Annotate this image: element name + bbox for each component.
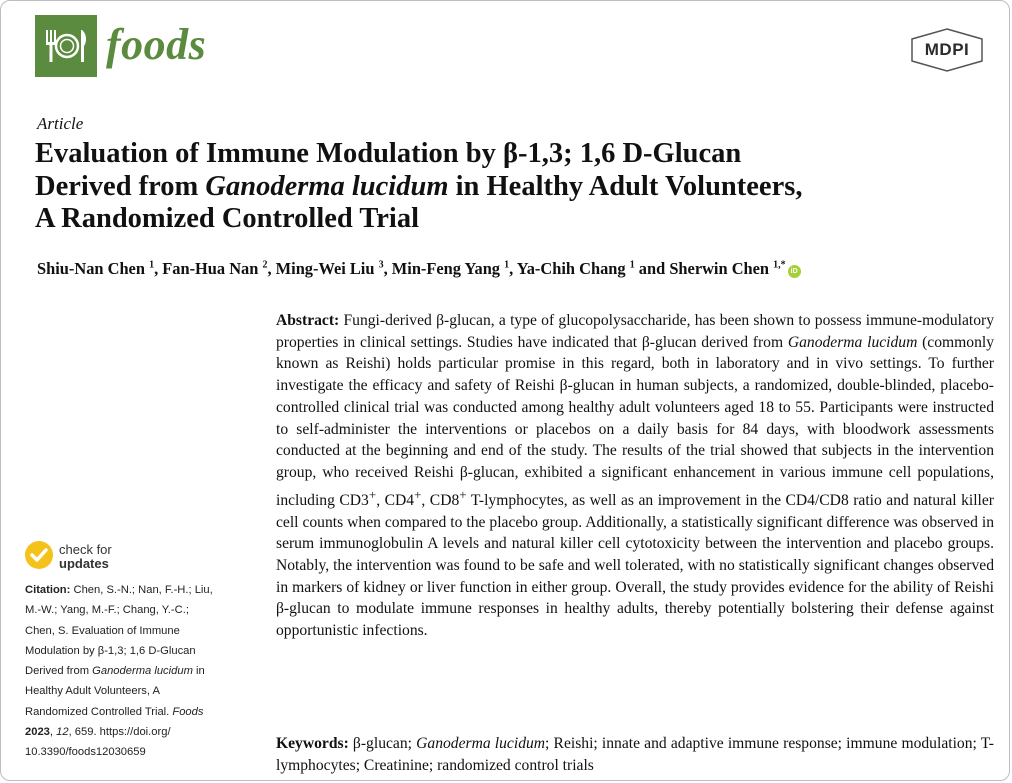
citation-doi-link[interactable]: 10.3390/foods12030659 [25,746,146,759]
citation-doi-prefix[interactable]: , 659. https://doi.org/ [68,726,171,739]
citation-text: in [192,665,205,678]
author-name[interactable]: Fan-Hua Nan [162,259,259,278]
citation-text: , [49,726,57,739]
citation-species: Ganoderma lucidum [92,665,193,678]
author-name[interactable]: Min-Feng Yang [391,259,501,278]
checkmark-icon [25,541,53,569]
citation-line [25,722,235,742]
author-affiliation: 1 [149,259,155,271]
abstract-text: T-lymphocytes, as well as an improvement in the CD4/CD8 ratio and natural killer cell counts when compared to the placebo group. Additionally, a statistically significant difference was observed in serum immunoglobulin A levels and natural killer cell cytotoxicity between the intervention and placebo groups. Notably, the intervention was found to be safe and well tolerated, with no statistically significant changes observed in markers of kidney or liver function in either group. Overall, the study provides evidence for the ability of Reishi β-glucan to modulate immune responses in healthy adults, thereby potentially bolstering their defense against opportunistic infections. [276,491,995,640]
citation-text: Derived from [25,665,93,678]
author-list [37,259,987,279]
citation-text: Chen, S.-N.; Nan, F.-H.; Liu, [70,584,213,596]
author-affiliation: 1,* [773,259,786,271]
title-line-3: A Randomized Controlled Trial [35,203,419,234]
journal-name: foods [106,20,207,69]
abstract-label: Abstract: [276,312,340,329]
citation-line [25,702,235,722]
author-separator: , [383,259,392,278]
abstract-text: , CD4 [376,491,415,509]
title-text: Derived from [35,170,206,202]
author-affiliation: 2 [262,259,268,271]
author-separator: and [634,259,670,278]
author-separator: , [267,259,276,278]
article-type: Article [37,114,84,133]
check-badge-icon [25,541,53,569]
orcid-icon[interactable]: iD [788,265,801,278]
citation-line: Chen, S. Evaluation of Immune [25,624,180,637]
check-updates-text: check for [59,542,112,557]
author-separator: , [509,259,517,278]
check-for-updates-button[interactable] [25,541,155,575]
citation-journal: Foods [172,705,204,718]
title-text: in Healthy Adult Volunteers, [448,170,803,202]
title-line-2 [35,171,985,204]
publisher-logo [909,27,985,73]
keywords [276,733,994,776]
keywords-species: Ganoderma lucidum [416,735,546,752]
superscript: + [459,486,467,502]
author-name[interactable]: Sherwin Chen [669,259,770,278]
publisher-name: MDPI [924,40,970,59]
abstract-text: (commonly known as Reishi) holds particular promise in this regard, both in laboratory and in vivo settings. To further investigate the efficacy and safety of Reishi β-glucan in human subjects, a randomized, double-blinded, placebo-controlled clinical trial was conducted among healthy adult volunteers aged 18 to 55. Participants were instructed to self-administer the interventions or placebos on a daily basis for 84 days, with bloodwork assessments conducted at the beginning and end of the study. The results of the trial showed that subjects in the intervention group, who received Reishi β-glucan, exhibited a significant enhancement in various immune cell populations, including CD3 [276,333,995,509]
citation-volume: 12 [56,726,69,739]
citation-line: M.-W.; Yang, M.-F.; Chang, Y.-C.; [25,604,189,617]
keywords-text: β-glucan; [348,735,417,752]
abstract [276,310,994,642]
abstract-species: Ganoderma lucidum [787,333,918,351]
author-affiliation: 1 [629,259,635,271]
citation-line [25,580,235,600]
check-updates-text-bold: updates [59,556,109,571]
journal-logo [35,15,97,77]
author-affiliation: 1 [504,259,510,271]
keywords-text: ; Reishi; innate and adaptive immune response; immune modulation; T-lymphocytes; Creatinine; randomized control trials [276,735,994,774]
citation-label: Citation: [25,584,71,596]
author-name[interactable]: Shiu-Nan Chen [37,259,145,278]
citation-line [25,661,235,681]
author-name[interactable]: Ya-Chih Chang [516,259,626,278]
abstract-text: , CD8 [421,491,460,509]
citation-block [25,580,235,763]
keywords-label: Keywords: [276,735,349,752]
citation-text: Randomized Controlled Trial. [25,705,173,718]
citation-line: Healthy Adult Volunteers, A [25,685,160,698]
author-name[interactable]: Ming-Wei Liu [275,259,375,278]
citation-line: Modulation by β-1,3; 1,6 D-Glucan [25,644,196,657]
author-separator: , [154,259,163,278]
title-species: Ganoderma lucidum [205,170,449,202]
superscript: + [414,486,422,502]
abstract-text: Fungi-derived β-glucan, a type of glucopolysaccharide, has been shown to possess immune-modulatory properties in clinical settings. Studies have indicated that β-glucan derived from [276,312,994,351]
superscript: + [368,486,377,502]
citation-year: 2023 [25,726,50,739]
article-title [35,138,985,236]
author-affiliation: 3 [378,259,384,271]
plate-cutlery-icon [42,26,90,66]
title-line-1: Evaluation of Immune Modulation by β-1,3; 1,6 D-Glucan [35,138,742,169]
